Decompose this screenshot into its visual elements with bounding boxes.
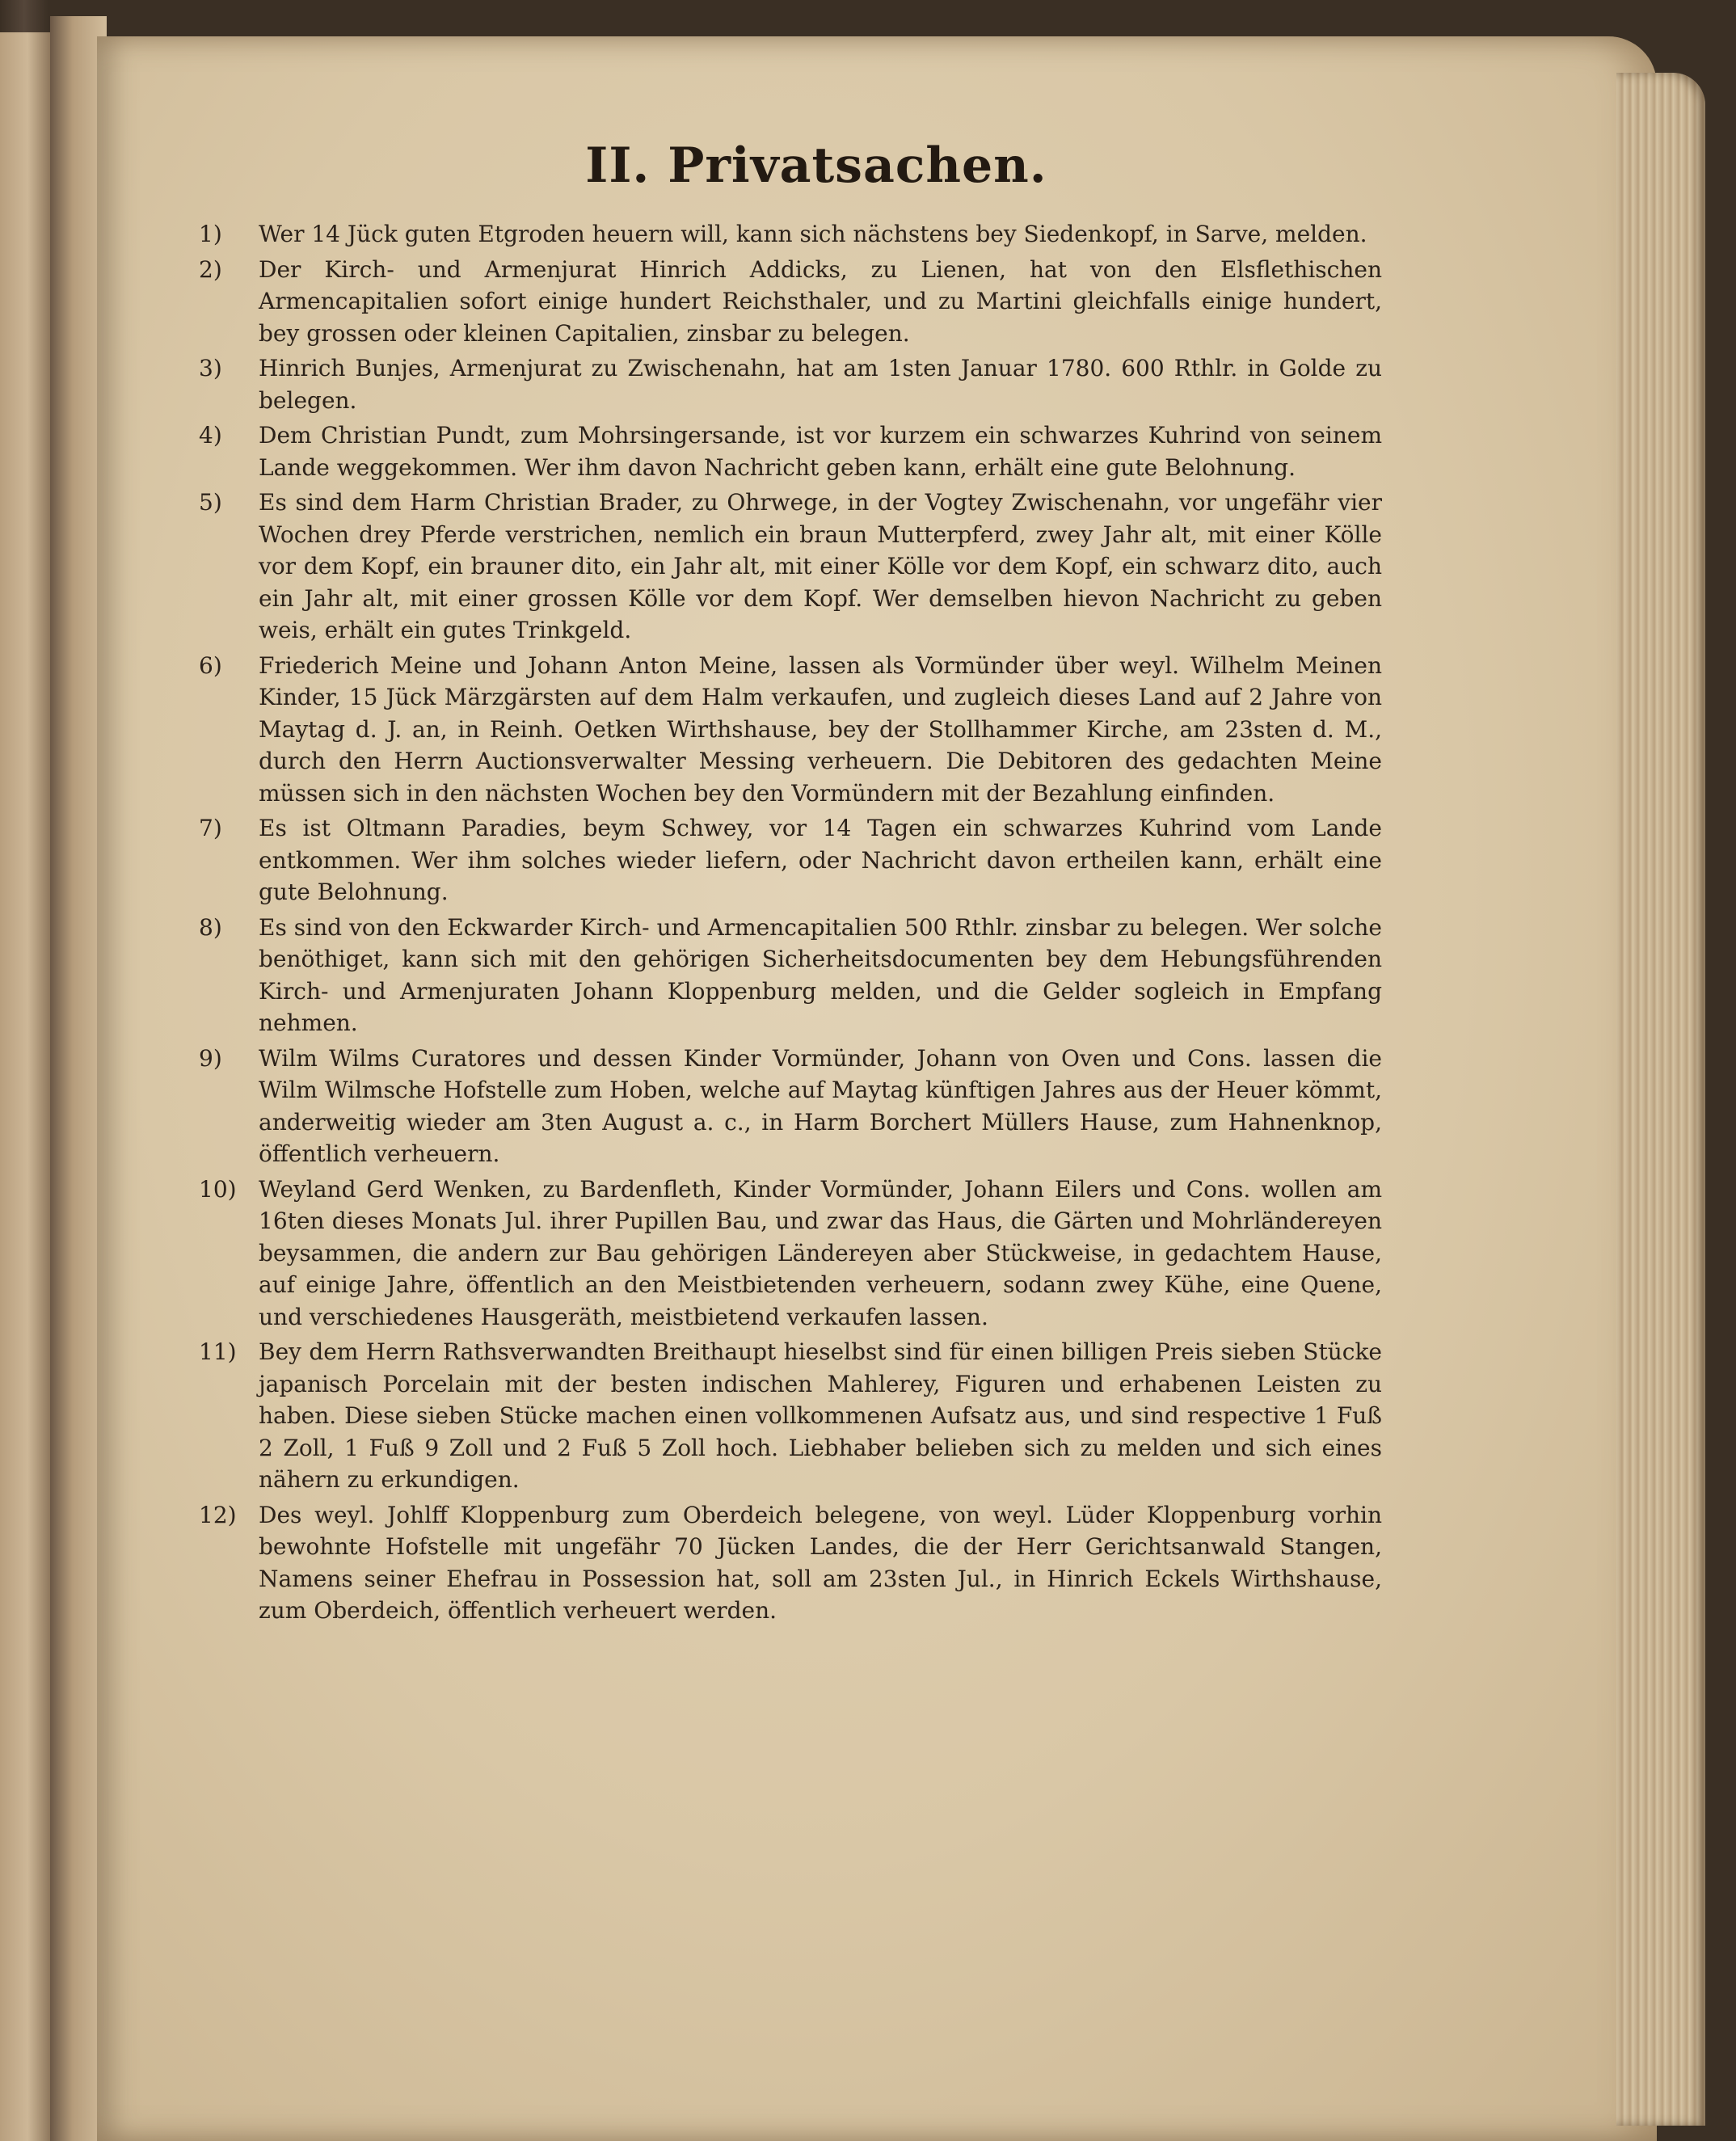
entry-number: 3) xyxy=(199,355,222,381)
notice-entry xyxy=(199,650,1382,810)
section-heading: II. Privatsachen. xyxy=(585,137,1047,194)
entry-text: Hinrich Bunjes, Armenjurat zu Zwischenahn, hat am 1sten Januar 1780. 600 Rthlr. in Golde zu belegen. xyxy=(259,355,1382,414)
notice-entry xyxy=(199,1336,1382,1496)
entry-number: 4) xyxy=(199,422,222,449)
page-stack-edge xyxy=(1616,73,1705,2126)
entry-number: 5) xyxy=(199,489,222,516)
notice-entry xyxy=(199,1174,1382,1334)
notice-entry xyxy=(199,1499,1382,1627)
entry-number: 9) xyxy=(199,1044,222,1072)
entry-number: 11) xyxy=(199,1338,237,1365)
entry-number: 8) xyxy=(199,913,222,941)
entry-text: Es sind von den Eckwarder Kirch- und Armencapitalien 500 Rthlr. zinsbar zu belegen. Wer solche benöthiget, kann sich mit den gehörigen Sicherheitsdocumenten bey dem Hebungsführenden Kirch- und Armenjuraten Johann Kloppenburg melden, und die Gelder sogleich in Empfang nehmen. xyxy=(259,913,1382,1036)
entry-number: 7) xyxy=(199,815,222,841)
entry-text: Es ist Oltmann Paradies, beym Schwey, vor 14 Tagen ein schwarzes Kuhrind vom Lande entkommen. Wer ihm solches wieder liefern, oder Nachricht davon ertheilen kann, erhält eine gute Belohnung. xyxy=(259,815,1382,905)
entry-number: 2) xyxy=(199,255,222,283)
notice-entry xyxy=(199,254,1382,350)
notice-entry xyxy=(199,218,1382,251)
entry-text: Der Kirch- und Armenjurat Hinrich Addicks, zu Lienen, hat von den Elsflethischen Armencapitalien sofort einige hundert Reichsthaler, und zu Martini gleichfalls einige hundert, bey grossen oder kleinen Capitalien, zinsbar zu belegen. xyxy=(259,255,1382,347)
entry-text: Des weyl. Johlff Kloppenburg zum Oberdeich belegene, von weyl. Lüder Kloppenburg vorhin bewohnte Hofstelle mit ungefähr 70 Jücken Landes, die der Herr Gerichtsanwald Stangen, Namens seiner Ehefrau in Possession hat, soll am 23sten Jul., in Hinrich Eckels Wirthshause, zum Oberdeich, öffentlich verheuert werden. xyxy=(259,1501,1382,1624)
entry-text: Weyland Gerd Wenken, zu Bardenfleth, Kinder Vormünder, Johann Eilers und Cons. wollen am 16ten dieses Monats Jul. ihrer Pupillen Bau, und zwar das Haus, die Gärten und Mohrländereyen beysammen, die andern zur Bau gehörigen Ländereyen aber Stückweise, in gedachtem Hause, auf einige Jahre, öffentlich an den Meistbietenden verheuern, sodann zwey Kühe, eine Quene, und verschiedenes Hausgeräth, meistbietend verkaufen lassen. xyxy=(259,1175,1382,1330)
entry-text: Wer 14 Jück guten Etgroden heuern will, kann sich nächstens bey Siedenkopf, in Sarve, melden. xyxy=(259,221,1367,247)
notice-entry xyxy=(199,352,1382,416)
notice-entry xyxy=(199,419,1382,483)
notice-entry xyxy=(199,912,1382,1039)
entry-number: 6) xyxy=(199,651,222,679)
entry-text: Dem Christian Pundt, zum Mohrsingersande, ist vor kurzem ein schwarzes Kuhrind von seinem Lande weggekommen. Wer ihm davon Nachricht geben kann, erhält eine gute Belohnung. xyxy=(259,422,1382,481)
entry-text: Wilm Wilms Curatores und dessen Kinder Vormünder, Johann von Oven und Cons. lassen die Wilm Wilmsche Hofstelle zum Hoben, welche auf Maytag künftigen Jahres aus der Heuer kömmt, anderweitig wieder am 3ten August a. c., in Harm Borchert Müllers Hause, zum Hahnenknop, öffentlich verheuern. xyxy=(259,1044,1382,1167)
entry-text: Bey dem Herrn Rathsverwandten Breithaupt hieselbst sind für einen billigen Preis sieben Stücke japanisch Porcelain mit der besten indischen Mahlerey, Figuren und erhabenen Leisten zu haben. Diese sieben Stücke machen einen vollkommenen Aufsatz aus, und sind respective 1 Fuß 2 Zoll, 1 Fuß 9 Zoll und 2 Fuß 5 Zoll hoch. Liebhaber belieben sich zu melden und sich eines nähern zu erkundigen. xyxy=(259,1338,1382,1493)
notice-entry xyxy=(199,812,1382,908)
entry-number: 10) xyxy=(199,1175,237,1203)
entry-number: 1) xyxy=(199,221,222,247)
notice-entry xyxy=(199,1043,1382,1170)
notice-entry xyxy=(199,487,1382,647)
entry-number: 12) xyxy=(199,1501,237,1528)
entry-text: Es sind dem Harm Christian Brader, zu Ohrwege, in der Vogtey Zwischenahn, vor ungefähr vier Wochen drey Pferde verstrichen, nemlich ein braun Mutterpferd, zwey Jahr alt, mit einer Kölle vor dem Kopf, ein brauner dito, ein Jahr alt, mit einer Kölle vor dem Kopf, ein schwarz dito, auch ein Jahr alt, mit einer grossen Kölle vor dem Kopf. Wer demselben hievon Nachricht zu geben weis, erhält ein gutes Trinkgeld. xyxy=(259,489,1382,643)
page-text xyxy=(199,137,1382,1630)
left-page-edge xyxy=(0,32,53,2141)
entry-text: Friederich Meine und Johann Anton Meine, lassen als Vormünder über weyl. Wilhelm Meinen Kinder, 15 Jück Märzgärsten auf dem Halm verkaufen, und zugleich dieses Land auf 2 Jahre von Maytag d. J. an, in Reinh. Oetken Wirthshause, bey der Stollhammer Kirche, am 23sten d. M., durch den Herrn Auctionsverwalter Messing verheuern. Die Debitoren des gedachten Meine müssen sich in den nächsten Wochen bey den Vormündern mit der Bezahlung einfinden. xyxy=(259,651,1382,807)
